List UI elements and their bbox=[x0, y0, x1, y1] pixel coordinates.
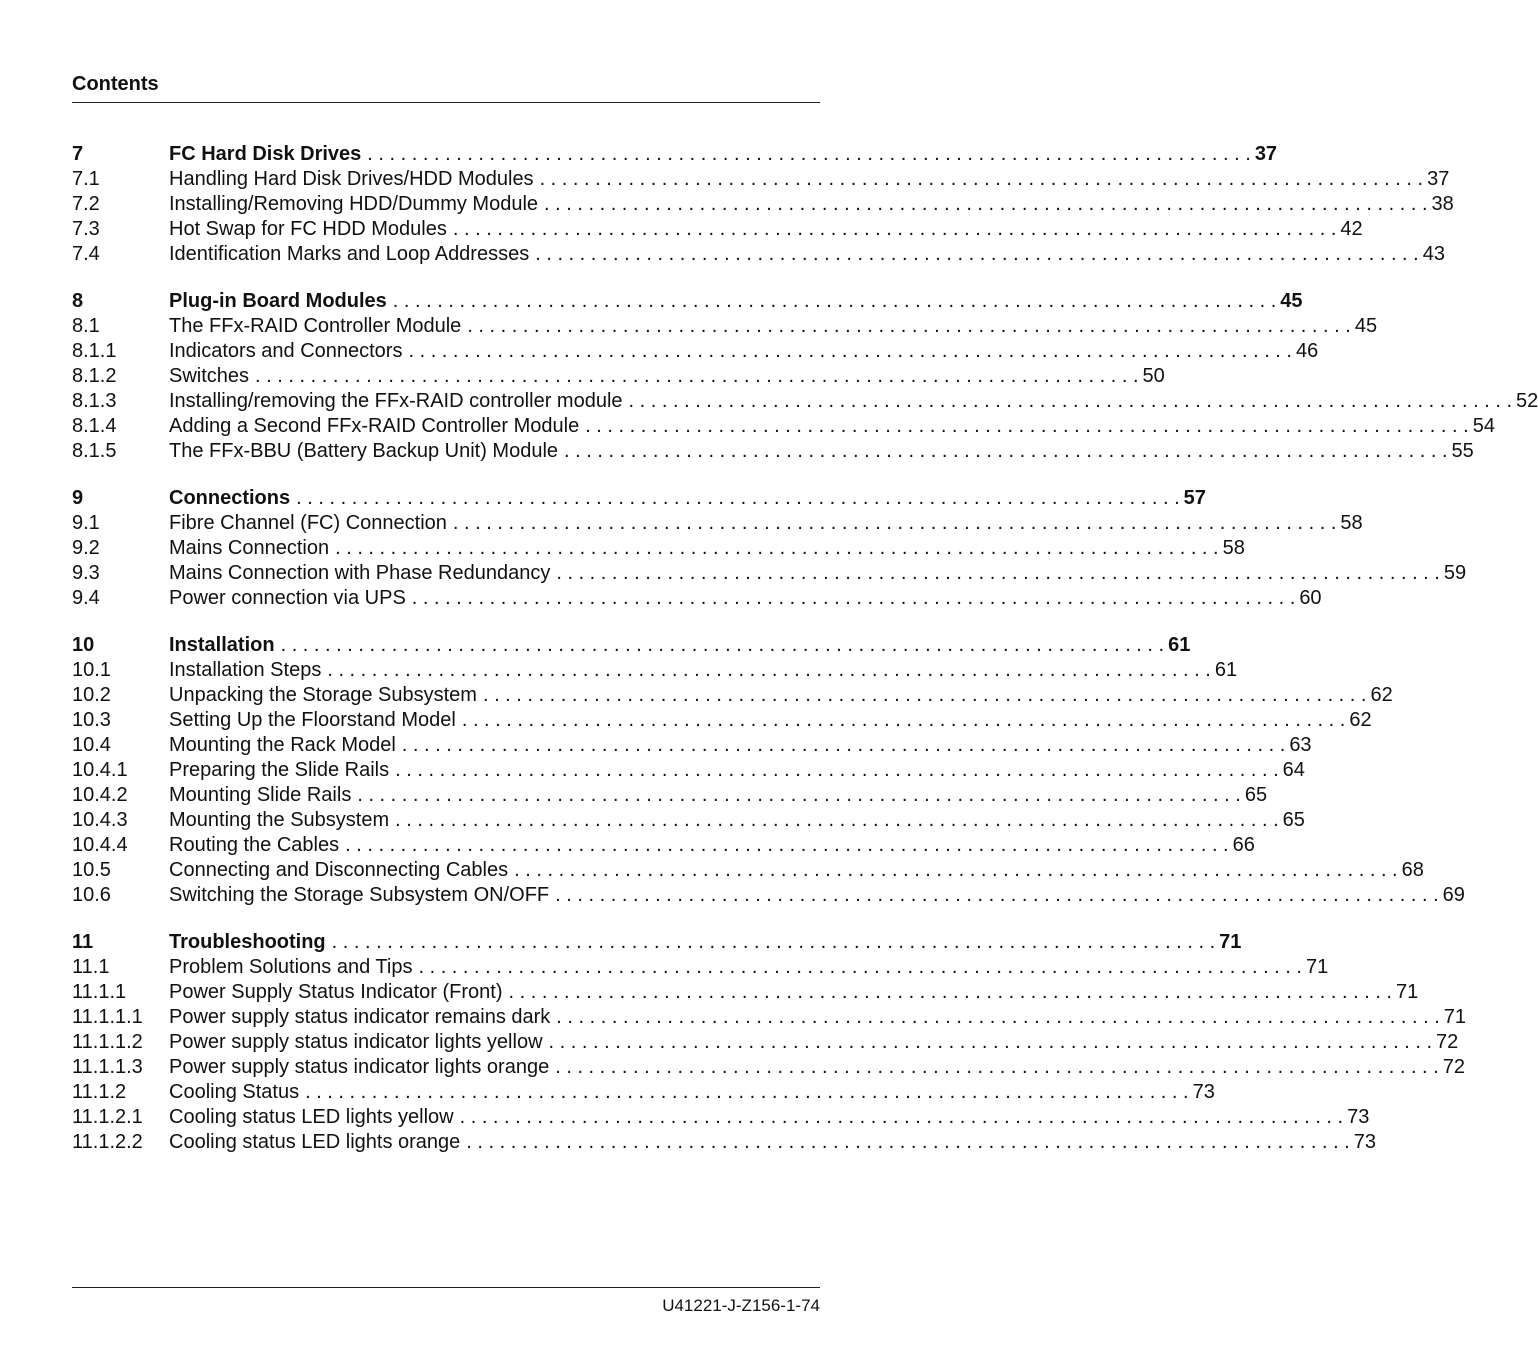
toc-entry-number: 10.3 bbox=[72, 709, 111, 731]
toc-entry-number: 11 bbox=[72, 931, 94, 953]
toc-entry[interactable] bbox=[72, 167, 1450, 192]
toc-entry-page: 42 bbox=[1340, 218, 1363, 240]
dot-leader: . . . . . . . . . . . . . . . . . . . . . . . . . . . . . . . . . . . . . . . . . . . . . . . . . . . . . . . . . . . . . . . . . . . . . . . . . . . . . . . . bbox=[357, 784, 1241, 806]
toc-entry-title: Switching the Storage Subsystem ON/OFF bbox=[169, 884, 550, 906]
dot-leader: . . . . . . . . . . . . . . . . . . . . . . . . . . . . . . . . . . . . . . . . . . . . . . . . . . . . . . . . . . . . . . . . . . . . . . . . . . . . . . . . bbox=[555, 884, 1439, 906]
toc-entry-number: 11.1.2.1 bbox=[72, 1106, 143, 1128]
dot-leader: . . . . . . . . . . . . . . . . . . . . . . . . . . . . . . . . . . . . . . . . . . . . . . . . . . . . . . . . . . . . . . . . . . . . . . . . . . . . . . . . bbox=[255, 365, 1139, 387]
toc-entry-page: 62 bbox=[1349, 709, 1372, 731]
toc-entry-number: 8.1 bbox=[72, 315, 100, 337]
toc-entry-page: 61 bbox=[1214, 659, 1238, 681]
toc-entry[interactable] bbox=[72, 858, 1424, 883]
toc-entry-title: Fibre Channel (FC) Connection bbox=[169, 512, 447, 534]
dot-leader: . . . . . . . . . . . . . . . . . . . . . . . . . . . . . . . . . . . . . . . . . . . . . . . . . . . . . . . . . . . . . . . . . . . . . . . . . . . . . . . . bbox=[452, 218, 1337, 240]
dot-leader: . . . . . . . . . . . . . . . . . . . . . . . . . . . . . . . . . . . . . . . . . . . . . . . . . . . . . . . . . . . . . . . . . . . . . . . . . . . . . . . . bbox=[305, 1081, 1189, 1103]
dot-leader: . . . . . . . . . . . . . . . . . . . . . . . . . . . . . . . . . . . . . . . . . . . . . . . . . . . . . . . . . . . . . . . . . . . . . . . . . . . . . . . . bbox=[548, 1031, 1433, 1053]
toc-entry-page: 73 bbox=[1192, 1081, 1215, 1103]
toc-entry-title: Routing the Cables bbox=[169, 834, 340, 856]
toc-entry-page: 58 bbox=[1222, 537, 1245, 559]
toc-entry-number: 11.1.2 bbox=[72, 1081, 127, 1103]
toc-entry[interactable] bbox=[72, 536, 1245, 561]
toc-entry-number: 8.1.2 bbox=[72, 365, 117, 387]
toc-entry-title: Connections bbox=[169, 487, 291, 509]
toc-entry[interactable] bbox=[72, 339, 1319, 364]
toc-entry-page: 52 bbox=[1516, 390, 1538, 412]
toc-entry-page: 38 bbox=[1431, 193, 1454, 215]
toc-chapter-entry[interactable] bbox=[72, 486, 1206, 511]
toc-entry[interactable] bbox=[72, 808, 1305, 833]
dot-leader: . . . . . . . . . . . . . . . . . . . . . . . . . . . . . . . . . . . . . . . . . . . . . . . . . . . . . . . . . . . . . . . . . . . . . . . . . . . . . . . . bbox=[461, 709, 1346, 731]
toc-entry[interactable] bbox=[72, 1130, 1377, 1155]
toc-entry-title: Power connection via UPS bbox=[169, 587, 406, 609]
toc-entry-title: Mains Connection with Phase Redundancy bbox=[169, 562, 551, 584]
dot-leader: . . . . . . . . . . . . . . . . . . . . . . . . . . . . . . . . . . . . . . . . . . . . . . . . . . . . . . . . . . . . . . . . . . . . . . . . . . . . . . . . bbox=[539, 168, 1424, 190]
toc-entry-page: 68 bbox=[1401, 859, 1424, 881]
dot-leader: . . . . . . . . . . . . . . . . . . . . . . . . . . . . . . . . . . . . . . . . . . . . . . . . . . . . . . . . . . . . . . . . . . . . . . . . . . . . . . . . bbox=[535, 243, 1419, 265]
toc-entry-number: 9.3 bbox=[72, 562, 100, 584]
dot-leader: . . . . . . . . . . . . . . . . . . . . . . . . . . . . . . . . . . . . . . . . . . . . . . . . . . . . . . . . . . . . . . . . . . . . . . . . . . . . . . . . bbox=[466, 1131, 1350, 1153]
toc-entry-title: Mounting Slide Rails bbox=[169, 784, 352, 806]
toc-entry-title: Cooling status LED lights yellow bbox=[169, 1106, 454, 1128]
toc-entry-page: 73 bbox=[1353, 1131, 1377, 1153]
header-rule bbox=[72, 102, 820, 103]
toc-entry[interactable] bbox=[72, 1080, 1215, 1105]
toc-entry-title: The FFx-BBU (Battery Backup Unit) Module bbox=[169, 440, 559, 462]
toc-entry-page: 63 bbox=[1289, 734, 1312, 756]
toc-entry-title: Installation bbox=[169, 634, 275, 656]
toc-chapter-entry[interactable] bbox=[72, 930, 1242, 955]
dot-leader: . . . . . . . . . . . . . . . . . . . . . . . . . . . . . . . . . . . . . . . . . . . . . . . . . . . . . . . . . . . . . . . . . . . . . . . . . . . . . . . . bbox=[508, 981, 1392, 1003]
toc-entry-title: Handling Hard Disk Drives/HDD Modules bbox=[169, 168, 534, 190]
toc-entry-title: Cooling Status bbox=[169, 1081, 300, 1103]
toc-entry-page: 43 bbox=[1422, 243, 1445, 265]
toc-entry-title: Preparing the Slide Rails bbox=[169, 759, 390, 781]
dot-leader: . . . . . . . . . . . . . . . . . . . . . . . . . . . . . . . . . . . . . . . . . . . . . . . . . . . . . . . . . . . . . . . . . . . . . . . . . . . . . . . . bbox=[556, 1006, 1440, 1028]
toc-entry-title: Identification Marks and Loop Addresses bbox=[169, 243, 530, 265]
toc-entry-number: 10.4.3 bbox=[72, 809, 128, 831]
toc-entry-number: 8.1.5 bbox=[72, 440, 117, 462]
dot-leader: . . . . . . . . . . . . . . . . . . . . . . . . . . . . . . . . . . . . . . . . . . . . . . . . . . . . . . . . . . . . . . . . . . . . . . . . . . . . . . . . bbox=[564, 440, 1448, 462]
dot-leader: . . . . . . . . . . . . . . . . . . . . . . . . . . . . . . . . . . . . . . . . . . . . . . . . . . . . . . . . . . . . . . . . . . . . . . . . . . . . . . . . bbox=[401, 734, 1286, 756]
toc-entry-page: 71 bbox=[1396, 981, 1419, 1003]
dot-leader: . . . . . . . . . . . . . . . . . . . . . . . . . . . . . . . . . . . . . . . . . . . . . . . . . . . . . . . . . . . . . . . . . . . . . . . . . . . . . . . . bbox=[544, 193, 1428, 215]
toc-entry[interactable] bbox=[72, 314, 1378, 339]
toc-entry[interactable] bbox=[72, 1105, 1370, 1130]
toc-chapter-entry[interactable] bbox=[72, 633, 1191, 658]
toc-entry-number: 11.1.2.2 bbox=[72, 1131, 143, 1153]
toc-section bbox=[72, 289, 1538, 464]
toc-entry-number: 10.6 bbox=[72, 884, 111, 906]
toc-entry-page: 73 bbox=[1347, 1106, 1370, 1128]
toc-entry-number: 10.4 bbox=[72, 734, 111, 756]
footer-doc-id: U41221-J-Z156-1-74 bbox=[662, 1296, 820, 1315]
toc-entry-page: 37 bbox=[1427, 168, 1450, 190]
toc-entry-number: 11.1.1.1 bbox=[72, 1006, 143, 1028]
dot-leader: . . . . . . . . . . . . . . . . . . . . . . . . . . . . . . . . . . . . . . . . . . . . . . . . . . . . . . . . . . . . . . . . . . . . . . . . . . . . . . . . bbox=[555, 1056, 1439, 1078]
dot-leader: . . . . . . . . . . . . . . . . . . . . . . . . . . . . . . . . . . . . . . . . . . . . . . . . . . . . . . . . . . . . . . . . . . . . . . . . . . . . . . . . bbox=[411, 587, 1296, 609]
dot-leader: . . . . . . . . . . . . . . . . . . . . . . . . . . . . . . . . . . . . . . . . . . . . . . . . . . . . . . . . . . . . . . . . . . . . . . . . . . . . . . . . bbox=[395, 759, 1279, 781]
toc-entry[interactable] bbox=[72, 1055, 1465, 1080]
toc-entry[interactable] bbox=[72, 783, 1268, 808]
toc-entry-number: 11.1.1.2 bbox=[72, 1031, 143, 1053]
toc-entry[interactable] bbox=[72, 561, 1467, 586]
toc-entry-title: Unpacking the Storage Subsystem bbox=[169, 684, 477, 706]
toc-entry[interactable] bbox=[72, 389, 1538, 414]
toc-entry-page: 72 bbox=[1442, 1056, 1465, 1078]
toc-entry-page: 45 bbox=[1280, 290, 1303, 312]
dot-leader: . . . . . . . . . . . . . . . . . . . . . . . . . . . . . . . . . . . . . . . . . . . . . . . . . . . . . . . . . . . . . . . . . . . . . . . . . . . . . . . . bbox=[296, 487, 1180, 509]
toc-entry-number: 10.4.2 bbox=[72, 784, 128, 806]
toc-entry-title: Installation Steps bbox=[169, 659, 322, 681]
toc-entry[interactable] bbox=[72, 511, 1363, 536]
toc-entry-title: Switches bbox=[169, 365, 250, 387]
toc-section bbox=[72, 142, 1454, 267]
toc-entry-title: Adding a Second FFx-RAID Controller Module bbox=[169, 415, 580, 437]
toc-entry-number: 10.2 bbox=[72, 684, 111, 706]
dot-leader: . . . . . . . . . . . . . . . . . . . . . . . . . . . . . . . . . . . . . . . . . . . . . . . . . . . . . . . . . . . . . . . . . . . . . . . . . . . . . . . . bbox=[628, 390, 1513, 412]
toc-entry[interactable] bbox=[72, 364, 1165, 389]
toc-entry[interactable] bbox=[72, 758, 1305, 783]
toc-entry[interactable] bbox=[72, 1005, 1467, 1030]
toc-entry-number: 7.1 bbox=[72, 168, 100, 190]
toc-entry-page: 65 bbox=[1282, 809, 1305, 831]
toc-entry-title: Connecting and Disconnecting Cables bbox=[169, 859, 509, 881]
dot-leader: . . . . . . . . . . . . . . . . . . . . . . . . . . . . . . . . . . . . . . . . . . . . . . . . . . . . . . . . . . . . . . . . . . . . . . . . . . . . . . . . bbox=[367, 143, 1251, 165]
footer-rule bbox=[72, 1287, 820, 1288]
toc-entry-number: 8.1.1 bbox=[72, 340, 117, 362]
dot-leader: . . . . . . . . . . . . . . . . . . . . . . . . . . . . . . . . . . . . . . . . . . . . . . . . . . . . . . . . . . . . . . . . . . . . . . . . . . . . . . . . bbox=[345, 834, 1229, 856]
toc-entry-page: 59 bbox=[1443, 562, 1467, 584]
page-header-title: Contents bbox=[72, 73, 159, 95]
toc-entry-title: Power Supply Status Indicator (Front) bbox=[169, 981, 503, 1003]
dot-leader: . . . . . . . . . . . . . . . . . . . . . . . . . . . . . . . . . . . . . . . . . . . . . . . . . . . . . . . . . . . . . . . . . . . . . . . . . . . . . . . . bbox=[556, 562, 1440, 584]
toc-entry-title: Setting Up the Floorstand Model bbox=[169, 709, 456, 731]
toc-entry[interactable] bbox=[72, 658, 1238, 683]
dot-leader: . . . . . . . . . . . . . . . . . . . . . . . . . . . . . . . . . . . . . . . . . . . . . . . . . . . . . . . . . . . . . . . . . . . . . . . . . . . . . . . . bbox=[482, 684, 1367, 706]
toc-entry-number: 7.4 bbox=[72, 243, 100, 265]
toc-entry-page: 50 bbox=[1142, 365, 1165, 387]
toc-entry-page: 64 bbox=[1282, 759, 1305, 781]
toc-entry-number: 11.1.1 bbox=[72, 981, 127, 1003]
toc-chapter-entry[interactable] bbox=[72, 289, 1303, 314]
dot-leader: . . . . . . . . . . . . . . . . . . . . . . . . . . . . . . . . . . . . . . . . . . . . . . . . . . . . . . . . . . . . . . . . . . . . . . . . . . . . . . . . bbox=[418, 956, 1302, 978]
toc-entry-page: 71 bbox=[1305, 956, 1329, 978]
toc-entry-number: 8.1.4 bbox=[72, 415, 117, 437]
dot-leader: . . . . . . . . . . . . . . . . . . . . . . . . . . . . . . . . . . . . . . . . . . . . . . . . . . . . . . . . . . . . . . . . . . . . . . . . . . . . . . . . bbox=[514, 859, 1398, 881]
toc-section bbox=[72, 486, 1467, 611]
toc-entry-page: 66 bbox=[1232, 834, 1255, 856]
dot-leader: . . . . . . . . . . . . . . . . . . . . . . . . . . . . . . . . . . . . . . . . . . . . . . . . . . . . . . . . . . . . . . . . . . . . . . . . . . . . . . . . bbox=[280, 634, 1165, 656]
toc-entry-number: 9.4 bbox=[72, 587, 100, 609]
toc-entry-page: 71 bbox=[1219, 931, 1242, 953]
toc-entry-number: 10.5 bbox=[72, 859, 111, 881]
toc-entry-number: 8.1.3 bbox=[72, 390, 117, 412]
dot-leader: . . . . . . . . . . . . . . . . . . . . . . . . . . . . . . . . . . . . . . . . . . . . . . . . . . . . . . . . . . . . . . . . . . . . . . . . . . . . . . . . bbox=[408, 340, 1292, 362]
toc-entry-title: Plug-in Board Modules bbox=[169, 290, 387, 312]
toc-entry[interactable] bbox=[72, 217, 1363, 242]
toc-entry-title: Troubleshooting bbox=[169, 931, 326, 953]
toc-entry-number: 9.2 bbox=[72, 537, 100, 559]
toc-entry-number: 11.1 bbox=[72, 956, 110, 978]
toc-entry-page: 58 bbox=[1340, 512, 1363, 534]
dot-leader: . . . . . . . . . . . . . . . . . . . . . . . . . . . . . . . . . . . . . . . . . . . . . . . . . . . . . . . . . . . . . . . . . . . . . . . . . . . . . . . . bbox=[331, 931, 1216, 953]
toc-entry-title: FC Hard Disk Drives bbox=[169, 143, 362, 165]
dot-leader: . . . . . . . . . . . . . . . . . . . . . . . . . . . . . . . . . . . . . . . . . . . . . . . . . . . . . . . . . . . . . . . . . . . . . . . . . . . . . . . . bbox=[585, 415, 1469, 437]
toc-entry[interactable] bbox=[72, 708, 1372, 733]
toc-entry-number: 9.1 bbox=[72, 512, 100, 534]
dot-leader: . . . . . . . . . . . . . . . . . . . . . . . . . . . . . . . . . . . . . . . . . . . . . . . . . . . . . . . . . . . . . . . . . . . . . . . . . . . . . . . . bbox=[395, 809, 1279, 831]
toc-entry-page: 62 bbox=[1370, 684, 1393, 706]
toc-entry-title: Mains Connection bbox=[169, 537, 330, 559]
toc-entry-page: 54 bbox=[1472, 415, 1495, 437]
toc-entry[interactable] bbox=[72, 683, 1393, 708]
toc-entry-title: Power supply status indicator remains dark bbox=[169, 1006, 551, 1028]
toc-entry-number: 10.4.1 bbox=[72, 759, 128, 781]
toc-entry-number: 9 bbox=[72, 487, 84, 509]
toc-entry-page: 55 bbox=[1451, 440, 1474, 462]
toc-entry[interactable] bbox=[72, 883, 1465, 908]
toc-entry-title: Mounting the Subsystem bbox=[169, 809, 390, 831]
toc-entry[interactable] bbox=[72, 1030, 1459, 1055]
toc-entry-page: 69 bbox=[1442, 884, 1465, 906]
dot-leader: . . . . . . . . . . . . . . . . . . . . . . . . . . . . . . . . . . . . . . . . . . . . . . . . . . . . . . . . . . . . . . . . . . . . . . . . . . . . . . . . bbox=[392, 290, 1277, 312]
toc-entry-title: Problem Solutions and Tips bbox=[169, 956, 413, 978]
table-of-contents bbox=[72, 142, 1538, 1177]
toc-entry-number: 7.3 bbox=[72, 218, 100, 240]
toc-entry-page: 61 bbox=[1168, 634, 1191, 656]
dot-leader: . . . . . . . . . . . . . . . . . . . . . . . . . . . . . . . . . . . . . . . . . . . . . . . . . . . . . . . . . . . . . . . . . . . . . . . . . . . . . . . . bbox=[459, 1106, 1344, 1128]
toc-entry-page: 72 bbox=[1436, 1031, 1459, 1053]
toc-entry-title: Power supply status indicator lights orange bbox=[169, 1056, 550, 1078]
toc-entry-title: Mounting the Rack Model bbox=[169, 734, 396, 756]
toc-entry-title: Indicators and Connectors bbox=[169, 340, 403, 362]
toc-entry[interactable] bbox=[72, 833, 1255, 858]
toc-entry-page: 65 bbox=[1244, 784, 1268, 806]
toc-entry-title: Hot Swap for FC HDD Modules bbox=[169, 218, 447, 240]
toc-entry-page: 46 bbox=[1295, 340, 1319, 362]
toc-section bbox=[72, 930, 1467, 1155]
toc-entry-title: The FFx-RAID Controller Module bbox=[169, 315, 462, 337]
toc-entry[interactable] bbox=[72, 242, 1445, 267]
toc-entry-page: 57 bbox=[1183, 487, 1206, 509]
toc-entry-page: 71 bbox=[1443, 1006, 1467, 1028]
toc-entry-number: 11.1.1.3 bbox=[72, 1056, 143, 1078]
toc-entry-title: Installing/removing the FFx-RAID controller module bbox=[169, 390, 623, 412]
dot-leader: . . . . . . . . . . . . . . . . . . . . . . . . . . . . . . . . . . . . . . . . . . . . . . . . . . . . . . . . . . . . . . . . . . . . . . . . . . . . . . . . bbox=[467, 315, 1351, 337]
toc-entry-title: Installing/Removing HDD/Dummy Module bbox=[169, 193, 539, 215]
toc-entry-title: Power supply status indicator lights yellow bbox=[169, 1031, 543, 1053]
toc-entry[interactable] bbox=[72, 192, 1454, 217]
toc-entry-page: 60 bbox=[1299, 587, 1322, 609]
dot-leader: . . . . . . . . . . . . . . . . . . . . . . . . . . . . . . . . . . . . . . . . . . . . . . . . . . . . . . . . . . . . . . . . . . . . . . . . . . . . . . . . bbox=[452, 512, 1337, 534]
toc-entry[interactable] bbox=[72, 414, 1495, 439]
toc-entry[interactable] bbox=[72, 586, 1322, 611]
toc-entry-number: 10 bbox=[72, 634, 95, 656]
toc-chapter-entry[interactable] bbox=[72, 142, 1278, 167]
toc-entry[interactable] bbox=[72, 439, 1474, 464]
dot-leader: . . . . . . . . . . . . . . . . . . . . . . . . . . . . . . . . . . . . . . . . . . . . . . . . . . . . . . . . . . . . . . . . . . . . . . . . . . . . . . . . bbox=[327, 659, 1211, 681]
toc-entry-page: 37 bbox=[1254, 143, 1278, 165]
toc-entry-number: 7 bbox=[72, 143, 84, 165]
toc-entry[interactable] bbox=[72, 733, 1312, 758]
toc-entry[interactable] bbox=[72, 955, 1329, 980]
toc-entry-number: 8 bbox=[72, 290, 84, 312]
dot-leader: . . . . . . . . . . . . . . . . . . . . . . . . . . . . . . . . . . . . . . . . . . . . . . . . . . . . . . . . . . . . . . . . . . . . . . . . . . . . . . . . bbox=[335, 537, 1219, 559]
toc-section bbox=[72, 633, 1465, 908]
toc-entry-number: 7.2 bbox=[72, 193, 100, 215]
toc-entry[interactable] bbox=[72, 980, 1419, 1005]
toc-entry-number: 10.4.4 bbox=[72, 834, 128, 856]
toc-entry-page: 45 bbox=[1354, 315, 1378, 337]
toc-entry-title: Cooling status LED lights orange bbox=[169, 1131, 461, 1153]
toc-entry-number: 10.1 bbox=[72, 659, 111, 681]
